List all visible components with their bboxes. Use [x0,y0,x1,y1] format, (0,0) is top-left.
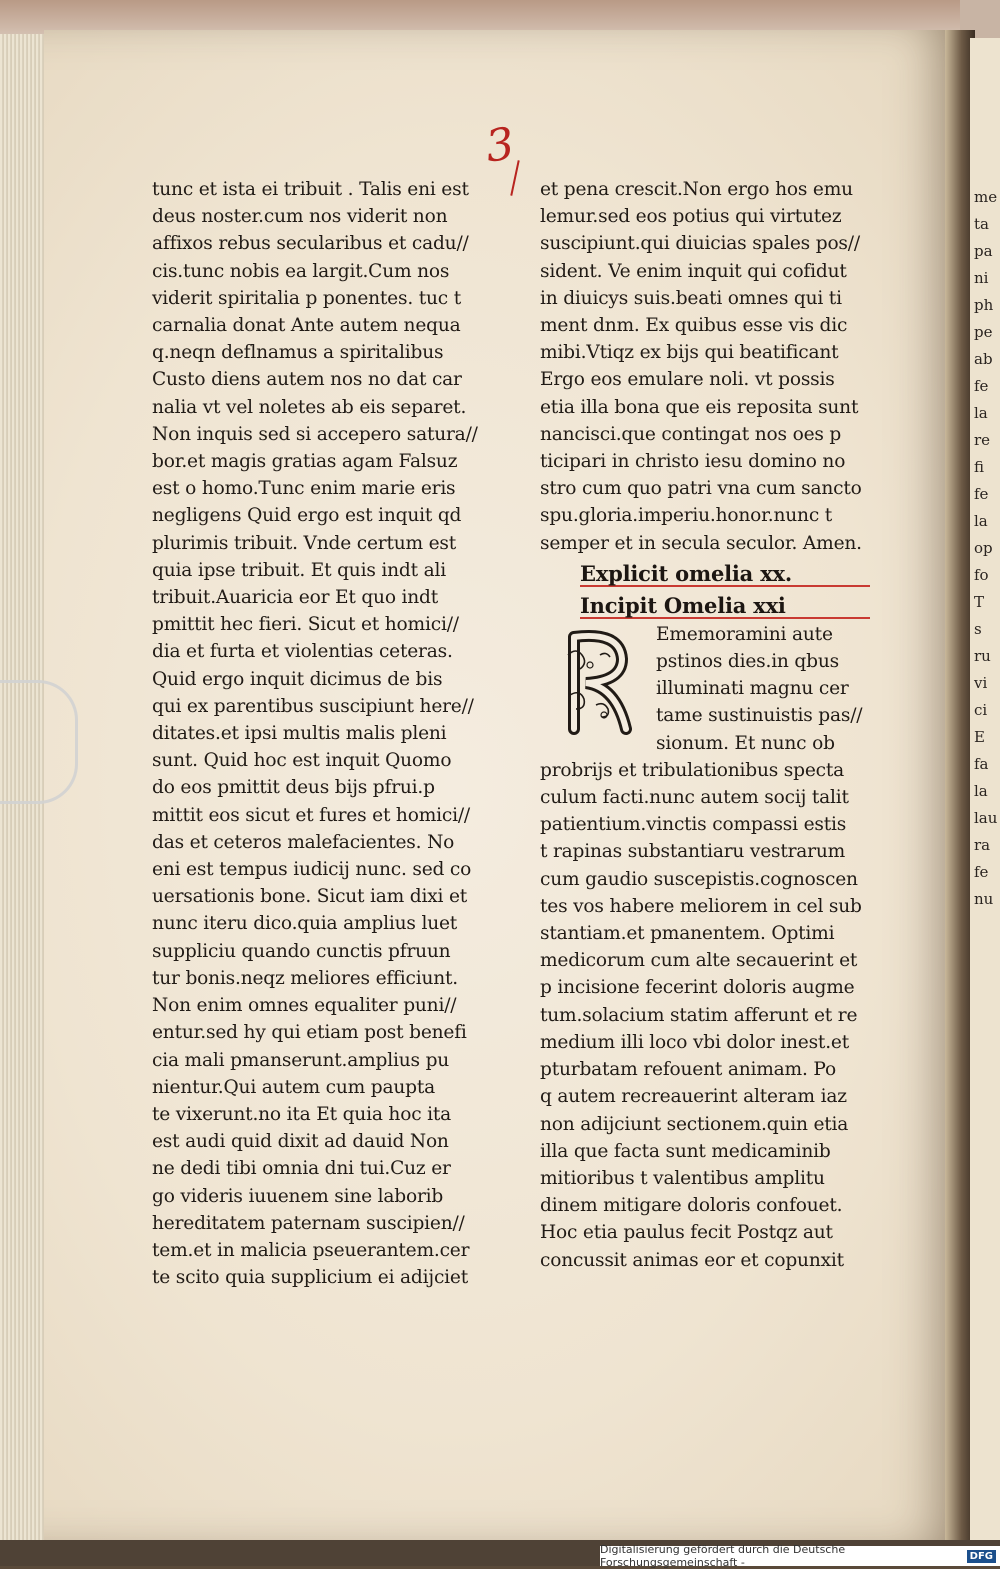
text-line: plurimis tribuit. Vnde certum est [152,532,457,554]
text-line: das et ceteros malefacientes. No [152,831,455,853]
left-text-column [152,176,512,1291]
next-page-edge [970,38,1000,1540]
text-line: tur bonis.neqz meliores efficiunt. [152,967,458,989]
next-page-fragment: ru [974,647,991,665]
text-line: q autem recreauerint alteram iaz [540,1086,847,1108]
text-line: stro cum quo patri vna cum sancto [540,478,862,500]
text-line: ditates.et ipsi multis malis pleni [152,723,447,745]
text-line: Ergo eos emulare noli. vt possis [540,369,835,391]
text-line: pmittit hec fieri. Sicut et homici// [152,614,459,636]
next-page-fragment: ab [974,350,993,368]
text-line: quia ipse tribuit. Et quis indt ali [152,559,446,581]
text-line: patientium.vinctis compassi estis [540,814,847,836]
next-page-fragment: ta [974,215,989,233]
text-line: et pena crescit.Non ergo hos emu [540,179,853,200]
text-line: dinem mitigare doloris confouet. [540,1195,843,1217]
next-page-fragment: ci [974,701,988,719]
text-line: spu.gloria.imperiu.honor.nunc t [540,505,833,527]
next-page-fragment: nu [974,890,994,908]
text-line: q.neqn deflnamus a spiritalibus [152,342,444,364]
next-page-fragment: fe [974,863,989,881]
next-page-fragment: la [974,404,988,422]
next-page-fragment: me [974,188,998,206]
folio-number: 3 [482,118,518,173]
text-line: Custo diens autem nos no dat car [152,369,462,391]
text-line: te scito quia supplicium ei adijciet [152,1267,468,1289]
initial-block [540,621,900,757]
text-line: viderit spiritalia p ponentes. tuc t [152,287,461,309]
text-line: lemur.sed eos potius qui virtutez [540,206,842,228]
text-line: carnalia donat Ante autem nequa [152,315,461,337]
text-line: sident. Ve enim inquit qui cofidut [540,260,847,282]
text-line: culum facti.nunc autem socij talit [540,787,849,809]
next-page-fragment: E [974,728,985,746]
text-line: uersationis bone. Sicut iam dixi et [152,886,468,908]
text-line: nientur.Qui autem cum paupta [152,1076,436,1098]
text-line: eni est tempus iudicij nunc. sed co [152,859,472,881]
text-line: suppliciu quando cunctis pfruun [152,940,451,962]
text-line: te vixerunt.no ita Et quia hoc ita [152,1103,452,1125]
text-line: tes vos habere meliorem in cel sub [540,895,862,917]
next-page-fragment: la [974,782,988,800]
text-line: pturbatam refouent animam. Po [540,1059,836,1081]
text-line: medium illi loco vbi dolor inest.et [540,1031,849,1053]
text-line: Non inquis sed si accepero satura// [152,423,478,445]
text-line: affixos rebus secularibus et cadu// [152,233,469,255]
next-page-fragment: T [974,593,985,611]
next-page-fragment: pa [974,242,993,260]
text-line: mibi.Vtiqz ex bijs qui beatificant [540,342,839,364]
text-line: sunt. Quid hoc est inquit Quomo [152,750,452,772]
text-line: deus noster.cum nos viderit non [152,206,448,228]
page-clip [0,680,78,804]
text-line: Non enim omnes equaliter puni// [152,995,457,1017]
text-line: tribuit.Auaricia eor Et quo indt [152,587,439,609]
next-page-fragment: s [974,620,982,638]
text-line: stantiam.et pmanentem. Optimi [540,923,835,945]
text-line: etia illa bona que eis reposita sunt [540,396,859,418]
text-line: sionum. Et nunc ob [656,732,835,754]
text-line: in diuicys suis.beati omnes qui ti [540,287,842,309]
text-line: illuminati magnu cer [656,678,849,700]
dfg-logo: DFG [967,1550,996,1563]
text-line: go videris iuuenem sine laborib [152,1185,444,1207]
text-line: tunc et ista ei tribuit . Talis eni est [152,179,469,200]
text-line: mittit eos sicut et fures et homici// [152,804,470,826]
next-page-fragment: op [974,539,993,557]
text-line: nalia vt vel noletes ab eis separet. [152,396,467,418]
footer-credit [600,1543,1000,1569]
text-line: ment dnm. Ex quibus esse vis dic [540,315,848,337]
next-page-fragment: ra [974,836,991,854]
text-line: ne dedi tibi omnia dni tui.Cuz er [152,1158,451,1180]
next-page-fragment: vi [974,674,988,692]
text-line: illa que facta sunt medicaminib [540,1140,831,1162]
text-line: qui ex parentibus suscipiunt here// [152,695,474,717]
text-line: mitioribus t valentibus amplitu [540,1167,825,1189]
next-page-fragment: ni [974,269,989,287]
text-line: semper et in secula seculor. Amen. [540,532,862,554]
text-line: est audi quid dixit ad dauid Non [152,1131,449,1153]
next-page-fragment: lau [974,809,998,827]
text-line: tem.et in malicia pseuerantem.cer [152,1239,470,1261]
footer-text: Digitalisierung gefördert durch die Deutsche Forschungsgemeinschaft - [600,1543,846,1569]
text-line: cis.tunc nobis ea largit.Cum nos [152,260,450,282]
text-line: suscipiunt.qui diuicias spales pos// [540,233,860,255]
text-line: Ememoramini aute [656,623,833,645]
text-line: dia et furta et violentias ceteras. [152,641,453,663]
next-page-fragment: fo [974,566,989,584]
text-line: Hoc etia paulus fecit Postqz aut [540,1222,833,1244]
next-page-fragment: ph [974,296,994,314]
next-page-fragment: pe [974,323,993,341]
text-line: t rapinas substantiaru vestrarum [540,841,846,863]
next-page-fragment: fe [974,485,989,503]
text-line: bor.et magis gratias agam Falsuz [152,451,458,473]
text-line: non adijciunt sectionem.quin etia [540,1113,849,1135]
text-line: hereditatem paternam suscipien// [152,1212,465,1234]
text-line: tame sustinuistis pas// [656,705,863,727]
next-page-fragment: fi [974,458,985,476]
text-line: Quid ergo inquit dicimus de bis [152,668,443,690]
text-line: entur.sed hy qui etiam post benefi [152,1022,467,1044]
text-line: ticipari in christo iesu domino no [540,451,846,473]
text-line: p incisione fecerint doloris augme [540,977,855,999]
incipit-heading: Incipit Omelia xxi [580,592,786,618]
text-line: probrijs et tribulationibus specta [540,759,845,781]
text-line: concussit animas eor et copunxit [540,1249,844,1271]
text-line: do eos pmittit deus bijs pfrui.p [152,777,435,799]
right-text-column [540,176,900,1274]
text-line: cia mali pmanserunt.amplius pu [152,1049,450,1071]
decorated-initial-r-icon [560,625,646,741]
text-line: pstinos dies.in qbus [656,651,839,673]
text-line: negligens Quid ergo est inquit qd [152,505,462,527]
text-line: cum gaudio suscepistis.cognoscen [540,868,858,890]
next-page-fragment: re [974,431,991,449]
text-line: tum.solacium statim afferunt et re [540,1004,858,1026]
text-line: nancisci.que contingat nos oes p [540,423,842,445]
next-page-fragment: la [974,512,988,530]
text-line: nunc iteru dico.quia amplius luet [152,913,458,935]
explicit-heading: Explicit omelia xx. [580,560,792,586]
text-line: est o homo.Tunc enim marie eris [152,478,456,500]
text-line: medicorum cum alte secauerint et [540,950,858,972]
next-page-fragment: fa [974,755,989,773]
next-page-fragment: fe [974,377,989,395]
